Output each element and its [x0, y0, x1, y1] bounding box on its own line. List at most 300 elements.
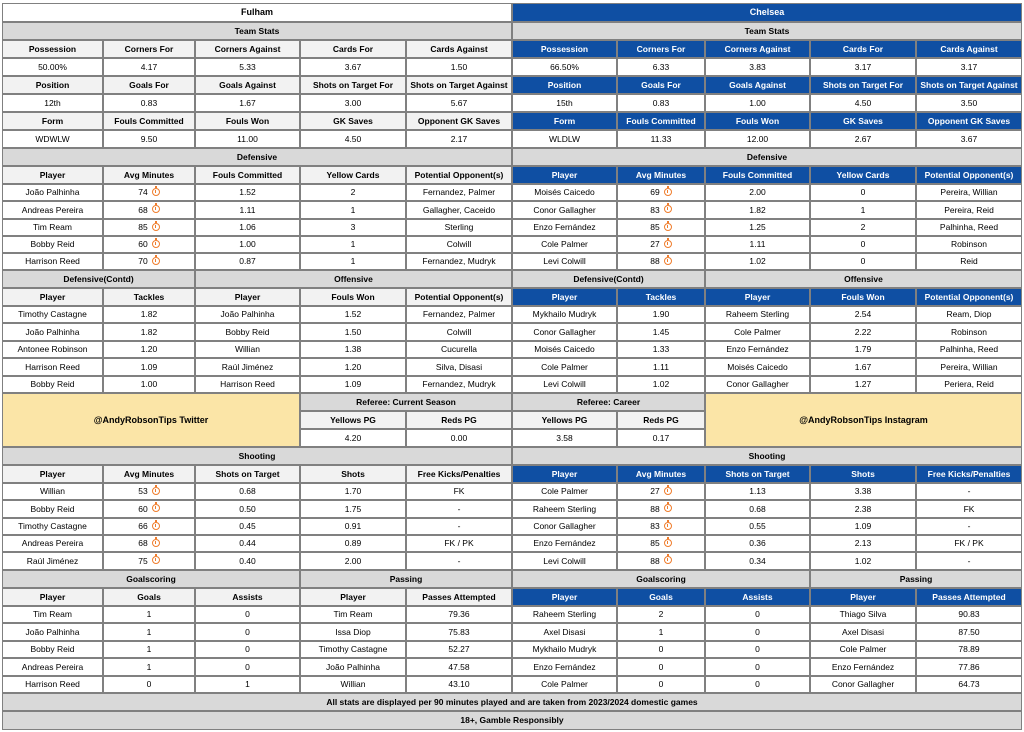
column-header: Fouls Committed: [617, 112, 705, 130]
table-cell: [617, 184, 705, 201]
table-cell: Harrison Reed: [2, 253, 103, 270]
table-cell: 0.36: [705, 535, 810, 552]
table-cell: Mykhailo Mudryk: [512, 306, 617, 323]
table-cell: Issa Diop: [300, 623, 406, 641]
table-cell: 52.27: [406, 641, 512, 658]
table-cell: 77.86: [916, 658, 1022, 676]
column-header: Free Kicks/Penalties: [406, 465, 512, 483]
table-cell: João Palhinha: [2, 623, 103, 641]
table-cell: 0: [195, 623, 300, 641]
table-cell: Timothy Castagne: [2, 306, 103, 323]
table-cell: João Palhinha: [2, 184, 103, 201]
table-cell: Bobby Reid: [2, 641, 103, 658]
column-header: Potential Opponent(s): [916, 288, 1022, 306]
column-header: Yellow Cards: [810, 166, 916, 184]
table-cell: 0: [617, 676, 705, 693]
table-cell: João Palhinha: [2, 323, 103, 341]
table-cell: Levi Colwill: [512, 376, 617, 393]
table-cell: 1.02: [810, 552, 916, 570]
column-header: Fouls Won: [810, 288, 916, 306]
stopwatch-icon: [152, 539, 160, 547]
stat-value: 12th: [2, 94, 103, 112]
column-header: Avg Minutes: [617, 166, 705, 184]
table-cell: 1.11: [705, 236, 810, 253]
table-cell: 47.58: [406, 658, 512, 676]
table-cell: Andreas Pereira: [2, 535, 103, 552]
avg-minutes-value: 85: [650, 538, 660, 549]
stopwatch-icon: [152, 504, 160, 512]
gamble-responsibly-note: 18+, Gamble Responsibly: [2, 711, 1022, 730]
table-cell: 1.52: [300, 306, 406, 323]
column-header: Avg Minutes: [103, 465, 195, 483]
table-cell: 1.02: [705, 253, 810, 270]
table-cell: [103, 483, 195, 500]
stat-value: WDWLW: [2, 130, 103, 148]
table-cell: -: [916, 483, 1022, 500]
avg-minutes-value: 69: [650, 187, 660, 198]
column-header: Goals: [103, 588, 195, 606]
table-cell: 0: [617, 641, 705, 658]
column-header: Shots: [300, 465, 406, 483]
table-cell: Thiago Silva: [810, 606, 916, 623]
table-cell: [617, 253, 705, 270]
table-cell: 2.22: [810, 323, 916, 341]
table-cell: 1.25: [705, 219, 810, 236]
table-cell: [103, 219, 195, 236]
stopwatch-icon: [664, 257, 672, 265]
referee-current-header: Referee: Current Season: [300, 393, 512, 411]
table-cell: [103, 500, 195, 518]
table-cell: Fernandez, Palmer: [406, 184, 512, 201]
referee-value: 0.17: [617, 429, 705, 447]
table-cell: 87.50: [916, 623, 1022, 641]
table-cell: Periera, Reid: [916, 376, 1022, 393]
table-cell: Conor Gallagher: [512, 518, 617, 535]
table-cell: [103, 184, 195, 201]
table-cell: Andreas Pereira: [2, 658, 103, 676]
table-cell: Timothy Castagne: [300, 641, 406, 658]
table-cell: 1: [300, 236, 406, 253]
avg-minutes-value: 83: [650, 521, 660, 532]
table-cell: 43.10: [406, 676, 512, 693]
table-cell: 2.00: [300, 552, 406, 570]
column-header: Goals: [617, 588, 705, 606]
table-cell: -: [406, 552, 512, 570]
table-cell: 75.83: [406, 623, 512, 641]
column-header: Player: [2, 166, 103, 184]
table-cell: Moisés Caicedo: [512, 184, 617, 201]
table-cell: Willian: [195, 341, 300, 358]
table-cell: 2.38: [810, 500, 916, 518]
table-cell: 0.45: [195, 518, 300, 535]
column-header: Goals Against: [705, 76, 810, 94]
column-header: Player: [512, 588, 617, 606]
table-cell: Willian: [300, 676, 406, 693]
avg-minutes-value: 60: [138, 503, 148, 514]
table-cell: 0: [810, 184, 916, 201]
table-cell: Cucurella: [406, 341, 512, 358]
table-cell: Cole Palmer: [512, 676, 617, 693]
stat-value: 15th: [512, 94, 617, 112]
stopwatch-icon: [152, 205, 160, 213]
stopwatch-icon: [152, 257, 160, 265]
table-cell: 1.75: [300, 500, 406, 518]
section-header: Defensive: [2, 148, 512, 166]
column-header: Possession: [2, 40, 103, 58]
avg-minutes-value: 60: [138, 239, 148, 250]
stat-value: 3.50: [916, 94, 1022, 112]
stat-value: 4.17: [103, 58, 195, 76]
table-cell: 0.87: [195, 253, 300, 270]
table-cell: 0: [705, 623, 810, 641]
column-header: Potential Opponent(s): [916, 166, 1022, 184]
table-cell: Cole Palmer: [512, 483, 617, 500]
avg-minutes-value: 85: [138, 222, 148, 233]
table-cell: 0.50: [195, 500, 300, 518]
table-cell: 0: [617, 658, 705, 676]
column-header: Fouls Committed: [195, 166, 300, 184]
table-cell: João Palhinha: [300, 658, 406, 676]
stat-value: 2.17: [406, 130, 512, 148]
table-cell: Bobby Reid: [2, 236, 103, 253]
column-header: Form: [2, 112, 103, 130]
section-header: Shooting: [2, 447, 512, 465]
table-cell: Tim Ream: [2, 606, 103, 623]
table-cell: Conor Gallagher: [512, 323, 617, 341]
stopwatch-icon: [664, 223, 672, 231]
table-cell: Harrison Reed: [2, 358, 103, 376]
table-cell: 90.83: [916, 606, 1022, 623]
stat-value: 4.50: [810, 94, 916, 112]
table-cell: 1: [103, 641, 195, 658]
table-cell: [103, 253, 195, 270]
table-cell: 0.91: [300, 518, 406, 535]
table-cell: 0: [705, 676, 810, 693]
stopwatch-icon: [152, 487, 160, 495]
column-header: Opponent GK Saves: [406, 112, 512, 130]
section-header: Shooting: [512, 447, 1022, 465]
referee-value: 0.00: [406, 429, 512, 447]
table-cell: Bobby Reid: [2, 500, 103, 518]
column-header: Potential Opponent(s): [406, 288, 512, 306]
table-cell: 1.11: [195, 201, 300, 219]
table-cell: 1.50: [300, 323, 406, 341]
section-header: Defensive(Contd): [512, 270, 705, 288]
table-cell: 1.00: [195, 236, 300, 253]
table-cell: Fernandez, Palmer: [406, 306, 512, 323]
avg-minutes-value: 27: [650, 486, 660, 497]
stopwatch-icon: [664, 205, 672, 213]
table-cell: Ream, Diop: [916, 306, 1022, 323]
table-cell: Bobby Reid: [195, 323, 300, 341]
table-cell: [103, 518, 195, 535]
table-cell: Harrison Reed: [2, 676, 103, 693]
table-cell: 1.02: [617, 376, 705, 393]
stat-value: 12.00: [705, 130, 810, 148]
stat-value: 0.83: [617, 94, 705, 112]
table-cell: 3: [300, 219, 406, 236]
table-cell: Enzo Fernández: [512, 219, 617, 236]
column-header: Player: [2, 288, 103, 306]
table-cell: Cole Palmer: [810, 641, 916, 658]
table-cell: 0: [705, 658, 810, 676]
table-cell: Cole Palmer: [512, 236, 617, 253]
table-cell: [103, 552, 195, 570]
avg-minutes-value: 68: [138, 538, 148, 549]
section-header: Team Stats: [512, 22, 1022, 40]
column-header: Cards Against: [916, 40, 1022, 58]
column-header: Yellows PG: [512, 411, 617, 429]
stopwatch-icon: [664, 522, 672, 530]
table-cell: Pereira, Reid: [916, 201, 1022, 219]
section-header: Passing: [810, 570, 1022, 588]
table-cell: Cole Palmer: [705, 323, 810, 341]
table-cell: Reid: [916, 253, 1022, 270]
table-cell: Raheem Sterling: [512, 500, 617, 518]
avg-minutes-value: 88: [650, 503, 660, 514]
column-header: Yellow Cards: [300, 166, 406, 184]
column-header: Player: [2, 465, 103, 483]
section-header: Goalscoring: [2, 570, 300, 588]
stat-value: 6.33: [617, 58, 705, 76]
stat-value: 66.50%: [512, 58, 617, 76]
table-cell: Colwill: [406, 236, 512, 253]
column-header: GK Saves: [300, 112, 406, 130]
table-cell: 0.34: [705, 552, 810, 570]
table-cell: 1.79: [810, 341, 916, 358]
table-cell: [617, 201, 705, 219]
avg-minutes-value: 70: [138, 256, 148, 267]
table-cell: 64.73: [916, 676, 1022, 693]
table-cell: 1.38: [300, 341, 406, 358]
table-cell: [103, 535, 195, 552]
table-cell: 1.27: [810, 376, 916, 393]
table-cell: Enzo Fernández: [810, 658, 916, 676]
table-cell: Raheem Sterling: [705, 306, 810, 323]
table-cell: 2: [810, 219, 916, 236]
column-header: Avg Minutes: [617, 465, 705, 483]
column-header: Avg Minutes: [103, 166, 195, 184]
column-header: Goals For: [617, 76, 705, 94]
column-header: Cards For: [300, 40, 406, 58]
column-header: Corners Against: [705, 40, 810, 58]
table-cell: Timothy Castagne: [2, 518, 103, 535]
table-cell: [617, 552, 705, 570]
table-cell: FK / PK: [406, 535, 512, 552]
table-cell: Raúl Jiménez: [195, 358, 300, 376]
table-cell: 3.38: [810, 483, 916, 500]
column-header: Cards Against: [406, 40, 512, 58]
avg-minutes-value: 83: [650, 204, 660, 215]
table-cell: [617, 236, 705, 253]
table-cell: 0: [705, 641, 810, 658]
stat-value: 2.67: [810, 130, 916, 148]
table-cell: Fernandez, Mudryk: [406, 253, 512, 270]
stat-value: 3.67: [916, 130, 1022, 148]
column-header: Player: [810, 588, 916, 606]
table-cell: Tim Ream: [300, 606, 406, 623]
stat-value: 3.83: [705, 58, 810, 76]
section-header: Team Stats: [2, 22, 512, 40]
avg-minutes-value: 75: [138, 555, 148, 566]
column-header: Fouls Won: [705, 112, 810, 130]
table-cell: 1.45: [617, 323, 705, 341]
table-cell: 1.09: [810, 518, 916, 535]
table-cell: 1.09: [103, 358, 195, 376]
column-header: Cards For: [810, 40, 916, 58]
twitter-promo: @AndyRobsonTips Twitter: [2, 393, 300, 447]
table-cell: Conor Gallagher: [705, 376, 810, 393]
column-header: Fouls Won: [300, 288, 406, 306]
table-cell: 2.54: [810, 306, 916, 323]
table-cell: 1.82: [103, 323, 195, 341]
table-cell: Palhinha, Reed: [916, 219, 1022, 236]
table-cell: Enzo Fernández: [512, 658, 617, 676]
footer-note: All stats are displayed per 90 minutes played and are taken from 2023/2024 domestic games: [2, 693, 1022, 711]
table-cell: Axel Disasi: [512, 623, 617, 641]
stopwatch-icon: [152, 240, 160, 248]
table-cell: Colwill: [406, 323, 512, 341]
column-header: Player: [2, 588, 103, 606]
column-header: Fouls Committed: [103, 112, 195, 130]
column-header: Shots on Target: [195, 465, 300, 483]
table-cell: FK: [916, 500, 1022, 518]
column-header: Player: [512, 465, 617, 483]
stopwatch-icon: [664, 188, 672, 196]
section-header: Passing: [300, 570, 512, 588]
table-cell: [103, 201, 195, 219]
column-header: Shots on Target For: [810, 76, 916, 94]
table-cell: Pereira, Willian: [916, 184, 1022, 201]
column-header: Goals For: [103, 76, 195, 94]
stat-value: 3.00: [300, 94, 406, 112]
section-header: Defensive(Contd): [2, 270, 195, 288]
avg-minutes-value: 27: [650, 239, 660, 250]
section-header: Offensive: [705, 270, 1022, 288]
table-cell: 1.20: [103, 341, 195, 358]
column-header: Player: [705, 288, 810, 306]
column-header: Shots on Target Against: [916, 76, 1022, 94]
table-cell: 1.67: [810, 358, 916, 376]
table-cell: 0.68: [705, 500, 810, 518]
table-cell: [617, 500, 705, 518]
referee-career-header: Referee: Career: [512, 393, 705, 411]
table-cell: 0: [195, 641, 300, 658]
instagram-promo: @AndyRobsonTips Instagram: [705, 393, 1022, 447]
column-header: Possession: [512, 40, 617, 58]
table-cell: 2.00: [705, 184, 810, 201]
table-cell: 1.00: [103, 376, 195, 393]
away-team-title: Chelsea: [512, 3, 1022, 22]
stopwatch-icon: [664, 487, 672, 495]
stat-value: 5.33: [195, 58, 300, 76]
table-cell: Gallagher, Caceido: [406, 201, 512, 219]
column-header: Potential Opponent(s): [406, 166, 512, 184]
table-cell: Enzo Fernández: [705, 341, 810, 358]
table-cell: 1.70: [300, 483, 406, 500]
table-cell: Levi Colwill: [512, 253, 617, 270]
column-header: Form: [512, 112, 617, 130]
stat-value: 1.67: [195, 94, 300, 112]
table-cell: Axel Disasi: [810, 623, 916, 641]
table-cell: 0: [195, 606, 300, 623]
table-cell: 1.09: [300, 376, 406, 393]
table-cell: Cole Palmer: [512, 358, 617, 376]
table-cell: 0: [810, 236, 916, 253]
table-cell: [617, 518, 705, 535]
table-cell: 1.33: [617, 341, 705, 358]
stat-value: 4.50: [300, 130, 406, 148]
avg-minutes-value: 53: [138, 486, 148, 497]
table-cell: Raheem Sterling: [512, 606, 617, 623]
table-cell: Andreas Pereira: [2, 201, 103, 219]
table-cell: 0.68: [195, 483, 300, 500]
stat-value: 11.00: [195, 130, 300, 148]
column-header: GK Saves: [810, 112, 916, 130]
table-cell: Pereira, Willian: [916, 358, 1022, 376]
avg-minutes-value: 85: [650, 222, 660, 233]
table-cell: 1: [617, 623, 705, 641]
stat-value: WLDLW: [512, 130, 617, 148]
table-cell: -: [916, 518, 1022, 535]
column-header: Corners Against: [195, 40, 300, 58]
table-cell: Antonee Robinson: [2, 341, 103, 358]
column-header: Yellows PG: [300, 411, 406, 429]
stopwatch-icon: [664, 539, 672, 547]
table-cell: João Palhinha: [195, 306, 300, 323]
column-header: Passes Attempted: [916, 588, 1022, 606]
stopwatch-icon: [152, 556, 160, 564]
avg-minutes-value: 68: [138, 204, 148, 215]
table-cell: [617, 483, 705, 500]
stopwatch-icon: [152, 522, 160, 530]
table-cell: Levi Colwill: [512, 552, 617, 570]
table-cell: 0.89: [300, 535, 406, 552]
table-cell: 1: [195, 676, 300, 693]
table-cell: Enzo Fernández: [512, 535, 617, 552]
table-cell: 1.82: [705, 201, 810, 219]
column-header: Passes Attempted: [406, 588, 512, 606]
table-cell: 2: [617, 606, 705, 623]
home-team-title: Fulham: [2, 3, 512, 22]
stat-value: 3.17: [810, 58, 916, 76]
table-cell: Bobby Reid: [2, 376, 103, 393]
table-cell: Palhinha, Reed: [916, 341, 1022, 358]
column-header: Reds PG: [406, 411, 512, 429]
column-header: Free Kicks/Penalties: [916, 465, 1022, 483]
stopwatch-icon: [664, 556, 672, 564]
table-cell: 0: [705, 606, 810, 623]
table-cell: Moisés Caicedo: [512, 341, 617, 358]
column-header: Position: [2, 76, 103, 94]
table-cell: 78.89: [916, 641, 1022, 658]
table-cell: 79.36: [406, 606, 512, 623]
column-header: Corners For: [103, 40, 195, 58]
section-header: Goalscoring: [512, 570, 810, 588]
table-cell: 1: [810, 201, 916, 219]
column-header: Assists: [195, 588, 300, 606]
table-cell: 1: [300, 253, 406, 270]
table-cell: FK: [406, 483, 512, 500]
stat-value: 11.33: [617, 130, 705, 148]
table-cell: -: [406, 500, 512, 518]
table-cell: Tim Ream: [2, 219, 103, 236]
referee-value: 4.20: [300, 429, 406, 447]
table-cell: Silva, Disasi: [406, 358, 512, 376]
avg-minutes-value: 74: [138, 187, 148, 198]
stat-value: 0.83: [103, 94, 195, 112]
avg-minutes-value: 88: [650, 256, 660, 267]
